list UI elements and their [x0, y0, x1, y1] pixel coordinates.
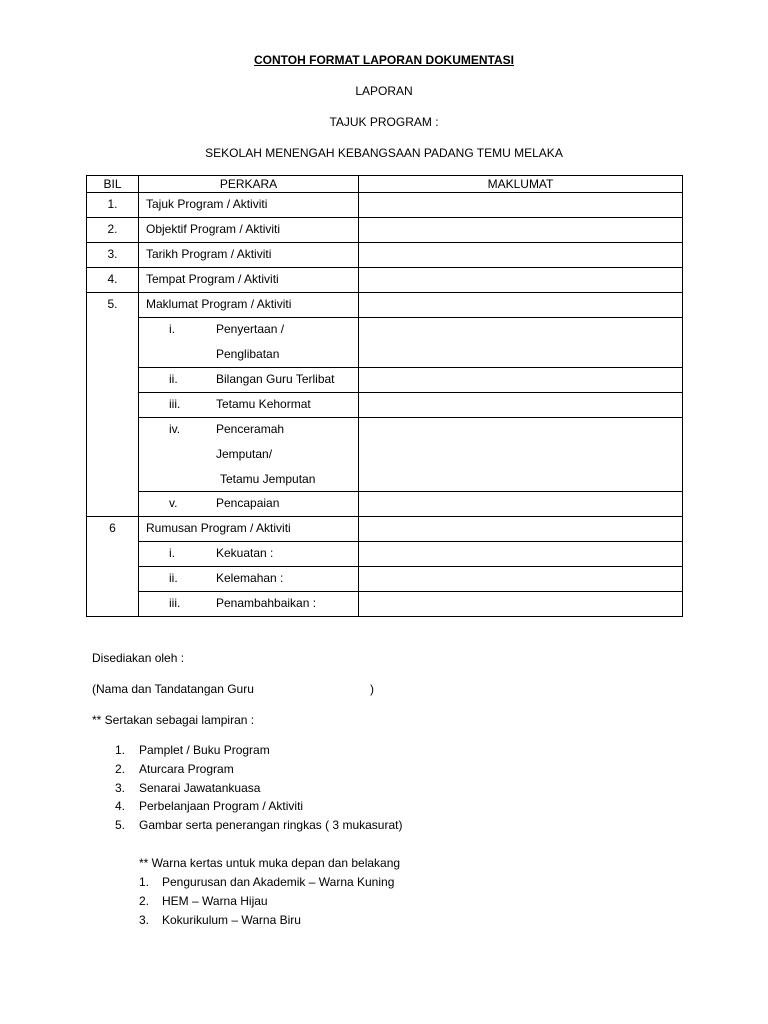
list-item: Pengurusan dan Akademik – Warna Kuning: [162, 875, 395, 889]
program-label: TAJUK PROGRAM :: [329, 115, 439, 129]
sub-item-label: Kekuatan :: [216, 546, 274, 560]
table-row: [87, 293, 683, 318]
list-item: Pamplet / Buku Program: [139, 743, 270, 757]
row-perkara: Objektif Program / Aktiviti: [139, 218, 359, 243]
sub-item: [139, 492, 359, 517]
table-row: [87, 393, 683, 418]
sub-item-label: Jemputan/: [216, 447, 273, 461]
row-perkara: Maklumat Program / Aktiviti: [139, 293, 359, 318]
list-item-number: 2.: [115, 762, 126, 776]
maklumat-cell[interactable]: [359, 418, 683, 492]
row-bil: 6: [87, 517, 139, 617]
table-row: [87, 318, 683, 368]
list-item-number: 4.: [115, 799, 126, 813]
sub-item-number: iii.: [169, 596, 181, 610]
table-row: [87, 592, 683, 617]
table-row: [87, 368, 683, 393]
name-signature-close: ): [370, 682, 374, 696]
table-row: [87, 542, 683, 567]
row-bil: 3.: [87, 243, 139, 268]
list-item-number: 1.: [139, 875, 150, 889]
list-item: Kokurikulum – Warna Biru: [162, 913, 301, 927]
row-perkara: Tarikh Program / Aktiviti: [139, 243, 359, 268]
sub-item-number: i.: [169, 322, 175, 336]
row-bil: 2.: [87, 218, 139, 243]
row-perkara: Tempat Program / Aktiviti: [139, 268, 359, 293]
maklumat-cell[interactable]: [359, 517, 683, 542]
row-bil: 4.: [87, 268, 139, 293]
row-perkara: Tajuk Program / Aktiviti: [139, 193, 359, 218]
header-maklumat: MAKLUMAT: [359, 176, 683, 193]
attachment-note: ** Sertakan sebagai lampiran :: [92, 713, 255, 727]
sub-item: [139, 567, 359, 592]
maklumat-cell[interactable]: [359, 318, 683, 368]
maklumat-cell[interactable]: [359, 193, 683, 218]
sub-item-label: Kelemahan :: [216, 571, 284, 585]
maklumat-cell[interactable]: [359, 393, 683, 418]
table-row: [87, 492, 683, 517]
sub-item-label: Bilangan Guru Terlibat: [216, 372, 335, 386]
sub-item-label: Pencapaian: [216, 496, 280, 510]
list-item: Aturcara Program: [139, 762, 234, 776]
maklumat-cell[interactable]: [359, 293, 683, 318]
table-row: [87, 418, 683, 492]
list-item-number: 1.: [115, 743, 126, 757]
table-row: [87, 243, 683, 268]
sub-item-number: iv.: [169, 422, 181, 436]
sub-item-number: v.: [169, 496, 178, 510]
row-perkara: Rumusan Program / Aktiviti: [139, 517, 359, 542]
list-item-number: 2.: [139, 894, 150, 908]
school-name: SEKOLAH MENENGAH KEBANGSAAN PADANG TEMU MELAKA: [205, 146, 563, 160]
table-row: [87, 517, 683, 542]
prepared-by-label: Disediakan oleh :: [92, 651, 185, 665]
sub-item-label: Tetamu Kehormat: [216, 397, 311, 411]
list-item: Perbelanjaan Program / Aktiviti: [139, 799, 304, 813]
table-header-row: [87, 176, 683, 193]
maklumat-cell[interactable]: [359, 567, 683, 592]
list-item: Senarai Jawatankuasa: [139, 781, 261, 795]
paper-color-note: ** Warna kertas untuk muka depan dan belakang: [139, 856, 401, 870]
document-title: CONTOH FORMAT LAPORAN DOKUMENTASI: [254, 53, 514, 67]
sub-item-label: Penceramah: [216, 422, 285, 436]
sub-item-number: ii.: [169, 571, 178, 585]
sub-item-label: Penglibatan: [216, 347, 280, 361]
maklumat-cell[interactable]: [359, 492, 683, 517]
sub-item-number: i.: [169, 546, 175, 560]
table-row: [87, 268, 683, 293]
maklumat-cell[interactable]: [359, 542, 683, 567]
document-subtitle: LAPORAN: [355, 84, 413, 98]
sub-item: [139, 318, 359, 368]
maklumat-cell[interactable]: [359, 592, 683, 617]
list-item: HEM – Warna Hijau: [162, 894, 268, 908]
sub-item-label: Penambahbaikan :: [216, 596, 317, 610]
maklumat-cell[interactable]: [359, 243, 683, 268]
sub-item: [139, 393, 359, 418]
row-bil: 5.: [87, 293, 139, 517]
list-item-number: 3.: [139, 913, 150, 927]
table-row: [87, 567, 683, 592]
sub-item-label: Penyertaan /: [216, 322, 285, 336]
report-form-table: [86, 175, 683, 617]
list-item: Gambar serta penerangan ringkas ( 3 mukasurat): [139, 818, 403, 832]
maklumat-cell[interactable]: [359, 268, 683, 293]
maklumat-cell[interactable]: [359, 218, 683, 243]
list-item-number: 3.: [115, 781, 126, 795]
table-row: [87, 193, 683, 218]
table-row: [87, 218, 683, 243]
maklumat-cell[interactable]: [359, 368, 683, 393]
sub-item: [139, 368, 359, 393]
row-bil: 1.: [87, 193, 139, 218]
header-perkara: PERKARA: [139, 176, 359, 193]
sub-item-number: iii.: [169, 397, 181, 411]
sub-item-label: Tetamu Jemputan: [220, 472, 316, 486]
sub-item: [139, 418, 359, 492]
sub-item: [139, 592, 359, 617]
sub-item: [139, 542, 359, 567]
name-signature-open: (Nama dan Tandatangan Guru: [92, 682, 254, 696]
list-item-number: 5.: [115, 818, 126, 832]
header-bil: BIL: [87, 176, 139, 193]
sub-item-number: ii.: [169, 372, 178, 386]
